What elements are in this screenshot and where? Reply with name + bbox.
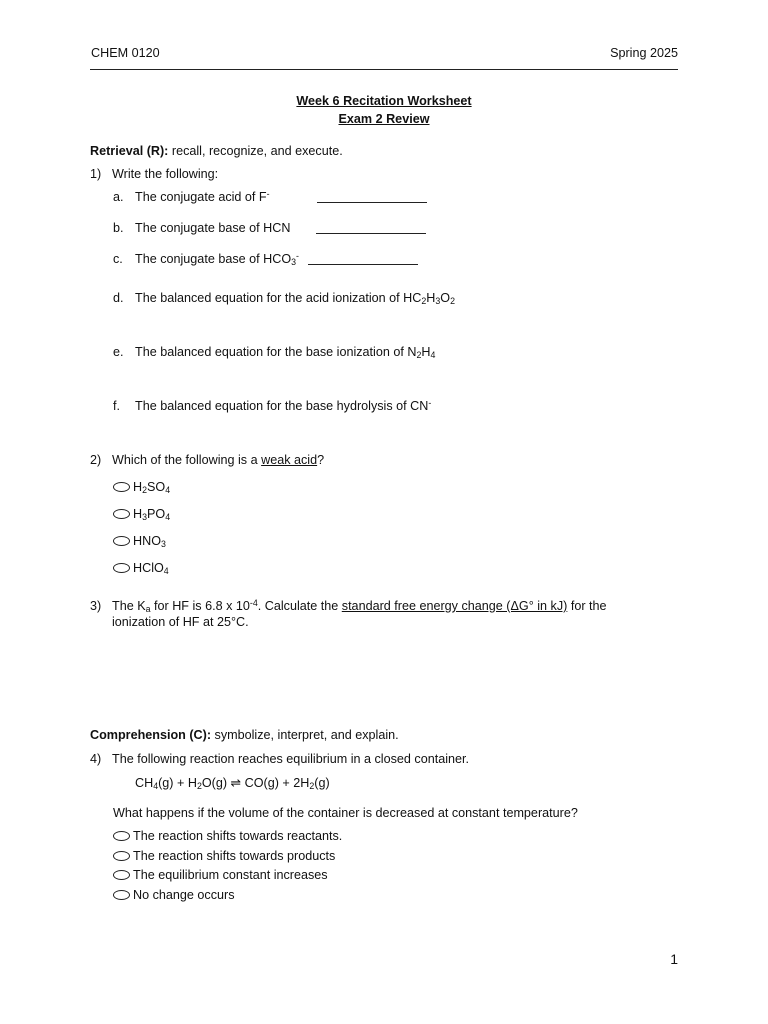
q2-option-hno3[interactable]: $HNO_3$ — [113, 534, 166, 549]
question-1 — [90, 167, 218, 182]
q2-option-h3po4[interactable]: $H_3PO_4$ — [113, 507, 170, 522]
q1-item-f: f. The balanced equation for the base hydrolysis of CN- — [113, 398, 432, 413]
course-code: CHEM 0120 — [91, 46, 160, 60]
radio-bubble-icon[interactable] — [113, 831, 130, 841]
q2-option-h2so4[interactable]: $H_2SO_4$ — [113, 480, 170, 495]
q4-option-1[interactable] — [113, 829, 342, 844]
radio-bubble-icon[interactable] — [113, 851, 130, 861]
comprehension-heading — [90, 728, 399, 743]
equilibrium-arrows-icon: ⇌ — [230, 776, 242, 790]
q1-item-d: d. The balanced equation for the acid ionization of $HC_2H_3O_2$ — [113, 291, 455, 307]
q1b-letter: b. — [113, 221, 124, 235]
q4-option-1-label: The reaction shifts towards reactants. — [133, 829, 343, 843]
radio-bubble-icon[interactable] — [113, 536, 130, 546]
q3-line-2: ionization of HF at 25°C. — [112, 615, 249, 629]
q3-text-calc: . Calculate the — [257, 599, 342, 613]
radio-bubble-icon[interactable] — [113, 890, 130, 900]
radio-bubble-icon[interactable] — [113, 482, 130, 492]
q1c-answer-blank[interactable] — [308, 263, 418, 265]
q1-item-e: e. The balanced equation for the base ionization of $N_2H_4$ — [113, 345, 436, 361]
q1c-text: The conjugate base of HCO — [135, 252, 292, 266]
q3-text-for: for the — [567, 599, 607, 613]
q2-prompt-emphasis: weak acid — [261, 453, 318, 467]
q1f-text: The balanced equation for the base hydrolysis of CN — [135, 399, 429, 413]
worksheet-subtitle: Exam 2 Review — [338, 112, 430, 126]
q4-reaction-equation: $CH_4(g) + H_2O(g)$ ⇌ $CO(g) + 2H_2(g)$ — [135, 776, 330, 792]
q1-prompt: Write the following: — [112, 167, 219, 181]
q1b-text: The conjugate base of HCN — [135, 221, 291, 235]
retrieval-description: recall, recognize, and execute. — [168, 144, 343, 158]
radio-bubble-icon[interactable] — [113, 509, 130, 519]
q1-item-b — [113, 221, 426, 236]
q1c-letter: c. — [113, 252, 123, 266]
q2-prompt-start: Which of the following is a — [112, 453, 262, 467]
q3-exponent: -4 — [249, 598, 258, 609]
q1d-letter: d. — [113, 291, 124, 305]
worksheet-title: Week 6 Recitation Worksheet — [296, 94, 472, 108]
term: Spring 2025 — [610, 46, 678, 60]
q2-option-hclo4[interactable]: HClO$_4$ — [113, 561, 169, 576]
page-number: 1 — [670, 951, 678, 967]
q1-item-a: a. The conjugate acid of F- — [113, 190, 427, 205]
q1-number: 1) — [90, 167, 102, 181]
q1d-text: The balanced equation for the acid ionization of HC — [135, 291, 422, 305]
q4-number: 4) — [90, 752, 102, 766]
question-3 — [90, 599, 607, 614]
comprehension-label: Comprehension (C): — [90, 728, 212, 742]
q2-number: 2) — [90, 453, 102, 467]
header-divider — [90, 69, 678, 70]
radio-bubble-icon[interactable] — [113, 870, 130, 880]
retrieval-label: Retrieval (R): — [90, 144, 169, 158]
q1b-answer-blank[interactable] — [316, 232, 426, 234]
q1e-text: The balanced equation for the base ionization of N — [135, 345, 417, 359]
q1f-letter: f. — [113, 399, 120, 413]
q4-option-3[interactable] — [113, 868, 328, 883]
q4-option-2[interactable] — [113, 849, 335, 864]
q3-ka-subscript: a — [145, 604, 151, 615]
q3-text-ka: The K — [112, 599, 146, 613]
q4-option-3-label: The equilibrium constant increases — [133, 868, 328, 882]
q1-item-c: c. The conjugate base of $HCO_3^-$ — [113, 252, 418, 267]
q4-option-2-label: The reaction shifts towards products — [133, 849, 336, 863]
q1a-letter: a. — [113, 190, 124, 204]
retrieval-heading — [90, 144, 343, 159]
q4-prompt: The following reaction reaches equilibrium in a closed container. — [112, 752, 470, 766]
q3-text-value: for HF is 6.8 x 10 — [150, 599, 250, 613]
q1e-letter: e. — [113, 345, 124, 359]
radio-bubble-icon[interactable] — [113, 563, 130, 573]
comprehension-description: symbolize, interpret, and explain. — [211, 728, 399, 742]
q3-text-emphasis: standard free energy change (ΔG° in kJ) — [341, 599, 568, 613]
q2-prompt-end: ? — [317, 453, 325, 467]
q1a-text: The conjugate acid of F — [135, 190, 267, 204]
q4-option-4-label: No change occurs — [133, 888, 235, 902]
q4-option-4[interactable] — [113, 888, 235, 903]
question-2 — [90, 453, 324, 468]
question-4 — [90, 752, 469, 767]
q1a-answer-blank[interactable] — [317, 201, 427, 203]
q3-number: 3) — [90, 599, 102, 613]
q4-question: What happens if the volume of the container is decreased at constant temperature? — [113, 806, 578, 820]
